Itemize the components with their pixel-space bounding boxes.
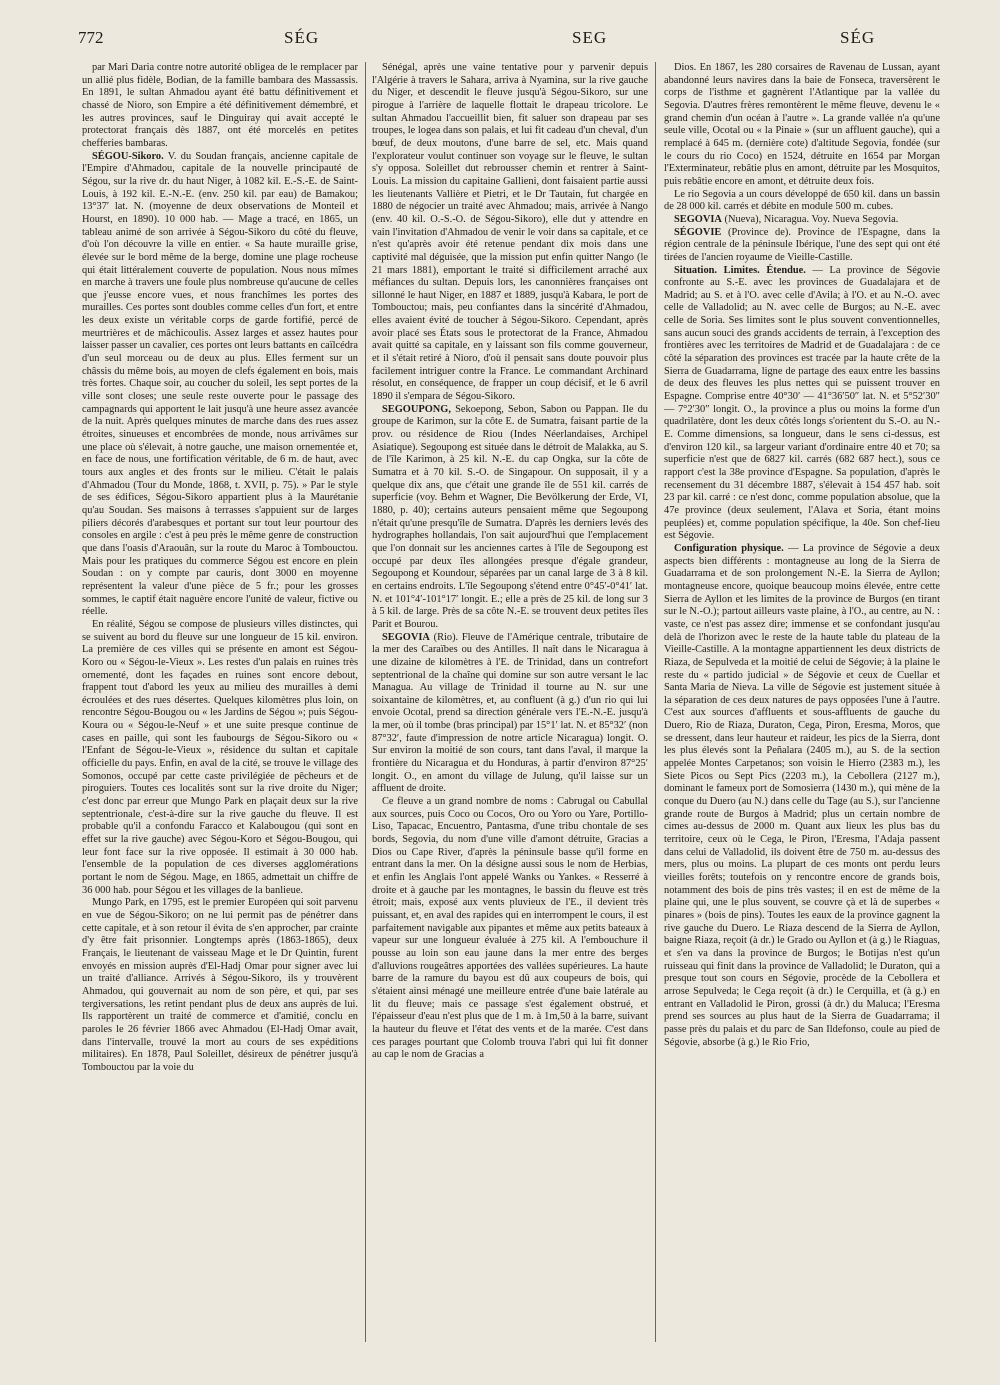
article-paragraph: [664, 189, 940, 214]
paragraph-text: — La province de Ségovie confronte au S.-E. avec les provinces de Guadalajara et de Madrid; au S. et à l'O. avec celle d'Avila; à l'O. et au N.-O. avec celle de Valladolid; au N. avec celle de Burgos; au N.-E. avec celle de Soria. Ses limites sont le plus souvent conventionnelles, sans aucun souci des grands accidents de terrain, à l'exception des frontières avec les territoires de Madrid et de Guadalajara : de ce côté la séparation des provinces est tracée par la haute crête de la Sierra de Guadarrama, ligne de partage des eaux entre les bassins de deux des fleuves les plus nettes qui se puissent trouver en Espagne. Comprise entre 40°30′ — 41°36′50″ lat. N. et 5°52′30″ — 7°2′30″ longit. O., la province a plus ou moins la forme d'un quadrilatère, dont les deux côtés longs s'orientent du S.-O. au N.-E. Comme dimensions, sa longueur, dans le sens ci-dessus, est d'environ 120 kil., sa largeur variant d'ordinaire entre 40 et 70; sa superficie n'est que de 6827 kil. carrés (682 687 hect.), sous ce rapport c'est la 38e province d'Espagne. Sa population, d'après le recensement du 31 décembre 1887, s'élevait à 154 457 hab. soit 23 par kil. carré : ce n'est donc, comme population absolue, que la 47e province (deux seulement, l'Alava et Soria, étant moins peuplées) et, comme population spécifique, la 40e. Son chef-lieu est Ségovie.: [664, 264, 940, 542]
entry-headword: Situation. Limites. Étendue.: [674, 264, 806, 276]
paragraph-text: V. du Soudan français, ancienne capitale de l'Empire d'Ahmadou, capitale de la nouvelle principauté de Ségou, sur la rive dr. du haut Niger, à 1082 kil. E.-S.-E. de Saint-Louis, à 192 kil. E.-N.-E. (env. 250 kil. par eau) de Bamakou; 13°37′ lat. N. (moyenne de deux observations de Monteil et Hourst, en 1890). 10 000 hab. — Mage a tracé, en 1865, un tableau animé de son arrivée à Ségou-Sikoro du côté du fleuve, d'où l'on découvre la ville en entier. « Sa haute muraille grise, élevée sur le bord même de la berge, domine une plage rocheuse qui était littéralement couverte de population. Nous nous mîmes en marche à travers une foule plus nombreuse qu'aucune de celles que j'eusse encore vues, et nous franchîmes les portes des murailles. Ces portes sont doubles comme celles d'un fort, et entre les deux existe un véritable corps de garde fortifié, percé de meurtrières et de mâchicoulis. Assez larges et assez hautes pour laisser passer un cavalier, ces portes ont leurs battants en caïlcédra d'un seul morceau ou de deux au plus. Elles ferment sur un châssis du même bois, au moyen de clefs également en bois, mais très fortes. Chaque soir, au coucher du soleil, les sept portes de la ville sont closes; une seule reste ouverte pour le passage des campagnards qui apportent le lait jusqu'à une heure assez avancée de la nuit. Après quelques minutes de marche dans des rues assez étroites, sinueuses et encombrées de monde, nous arrivâmes sur une place où s'élevait, à notre gauche, une maison ornementée et, en face de nous, une fortification véritable, de 6 m. de haut, avec tours aux angles et des fronts sur le milieu. C'était le palais d'Ahmadou (Tour du Monde, 1868, t. XVII, p. 75). » Par le style de ses édifices, Ségou-Sikoro appartient plus à la Maurétanie qu'au Soudan. Ses maisons à terrasses s'appuient sur de larges piliers décorés d'arabesques et portant sur tout leur pourtour des consoles en argile : c'est à peu près le même genre de construction que dans l'oasis d'Araouân, sur la route du Maroc à Tombouctou. Mais pour les pratiques du commerce Ségou est encore en plein Soudan : on y compte par cauris, dont 3000 en moyenne représentent la valeur d'une pièce de 5 fr.; pour les grosses sommes, le captif était naguère encore l'unité de valeur, fictive ou réelle.: [82, 150, 358, 618]
paragraph-text: En réalité, Ségou se compose de plusieurs villes distinctes, qui se suivent au bord du fleuve sur une longueur de 15 kil. environ. La première de ces villes qui se présente en amont est Ségou-Koro ou « Ségou-le-Vieux ». Les restes d'un palais en ruines très ornementé, dont les façades en ruines sont encore debout, frappent tout d'abord les yeux au milieu des murailles à demi écroulées et des rues désertes. Quelques kilomètres plus loin, on rencontre Ségou-Bougou ou « les Jardins de Ségou »; puis Ségou-Koura ou « Ségou-le-Neuf » et une suite presque continue de cases en paille, qui sont les faubourgs de Ségou-Sikoro ou « l'Enfant de Ségou-le-Vieux », résidence du sultan et capitale officielle du pays. Enfin, en aval de la cité, se trouve le village des Somonos, occupé par cette caste privilégiée de pêcheurs et de piroguiers. Toutes ces localités sont sur la rive droite du Niger; c'est donc par erreur que Mungo Park en plaçait deux sur la rive septentrionale, c'est-à-dire sur la rive gauche du fleuve. Il est probable qu'il a confondu Faracco et Kalabougou (qui sont en effet sur la rive gauche) avec Ségou-Koro et Ségou-Bougou, qui leur font face sur la rive opposée. Il estimait à 30 000 hab. l'ensemble de la population de ces diverses agglomérations portant le nom de Ségou. Mage, en 1865, admettait un chiffre de 36 000 hab. pour Ségou et les villages de la banlieue.: [82, 618, 358, 896]
column-divider: [655, 62, 656, 1342]
article-paragraph: [664, 227, 940, 265]
paragraph-text: (Rio). Fleuve de l'Amérique centrale, tributaire de la mer des Caraïbes ou des Antilles. Il naît dans le Nicaragua à une dizaine de kilomètres à l'E. de Trinidad, dans un contrefort septentrional de la chaîne qui domine sur son autre versant le lac Managua. Au village de Trinidad il tourne au N. sur une soixantaine de kilomètres, et, au confluent (à g.) d'un rio qui lui envoie Ocotal, prend sa direction générale vers l'E.-N.-E. jusqu'à la mer, où il tombe (bras principal) par 15°1′ lat. N. et 85°32′ (non 87°32′, faute d'impression de notre article Nicaragua) longit. O. Sur environ la moitié de son cours, tant dans l'aval, il marque la frontière du Nicaragua et du Honduras, à partir d'environ 87°25′ longit. O., en amont du village de Julung, qu'il laisse sur un affluent de droite.: [372, 631, 648, 795]
running-head-left: SÉG: [284, 28, 320, 47]
article-paragraph: [664, 543, 940, 1049]
paragraph-text: Ce fleuve a un grand nombre de noms : Cabrugal ou Cabullal aux sources, puis Coco ou Cocos, Oro ou Yoro ou Yare, Portillo-Liso, Tapacac, Encuentro, Pantasma, d'une tribu chontale de ses bords, Segovia, du nom d'une ville d'amont détruite, Gracias a Dios ou Cape River, d'après la péninsule basse qu'il forme en entrant dans la mer. On la désigne aussi sous le nom de Herbias, et enfin les Anglais l'ont appelé Wanks ou Yankes. « Resserré à droite et à gauche par les montagnes, le bassin du fleuve est très étroit; mais, exposé aux vents pluvieux de l'E., il devient très puissant, et, en aval des rapides qui en interrompent le cours, il est parfaitement navigable aux pipantes et même aux petits bateaux à vapeur sur une longueur évaluée à 275 kil. A l'embouchure il pousse au loin son eau jaune dans la mer entre des berges d'alluvions rougeâtres apportées des vallées supérieures. La haute barre de la ramure du bayou est dû aux coupeurs de bois, qui s'étaient ainsi ménagé une meilleure entrée d'une baie latérale au lit du fleuve; mais ce passage s'est également obstrué, et l'épaisseur d'eau n'est plus que de 1 m. à 1m,50 à la barre, suivant la hauteur du fleuve et l'état des vents et de la marée. C'est dans ces parages pourtant que Colomb trouva l'abri qui lui fit donner au cap le nom de Gracias a: [372, 796, 648, 1061]
article-paragraph: [372, 796, 648, 1062]
running-head-center: SEG: [572, 28, 608, 47]
paragraph-text: Mungo Park, en 1795, est le premier Européen qui soit parvenu en vue de Ségou-Sikoro; on ne lui permit pas de pénétrer dans cette capitale, et à son retour il évita de s'en approcher, par crainte d'y être fait prisonnier. Longtemps après (1863-1865), deux Français, le lieutenant de vaisseau Mage et le Dr Quintin, furent envoyés en mission auprès d'El-Hadj Omar pour signer avec lui un traité d'alliance. Arrivés à Ségou-Sikoro, ils y trouvèrent Ahmadou, qui gouvernait au nom de son père, et qui, par ses tergiversations, les retint pendant plus de deux ans auprès de lui. Ils rapportèrent un traité de commerce et d'amitié, conclu en paroles le 26 février 1866 avec Ahmadou (El-Hadj Omar avait, dans l'intervalle, trouvé la mort au cours de ses expéditions militaires). En 1878, Paul Soleillet, désireux de pénétrer jusqu'à Tombouctou par la voie du: [82, 897, 358, 1073]
article-paragraph: [372, 632, 648, 797]
article-paragraph: [82, 619, 358, 897]
entry-headword: SEGOUPONG,: [382, 403, 451, 415]
page-number: 772: [78, 28, 104, 47]
article-paragraph: [82, 897, 358, 1074]
paragraph-text: Sénégal, après une vaine tentative pour y parvenir depuis l'Algérie à travers le Sahara, arriva à Nyamina, sur la rive gauche du Niger, et descendit le fleuve jusqu'à Ségou-Sikoro, sur une pirogue à l'arrière de laquelle flottait le drapeau tricolore. Le sultan Ahmadou l'accueillit bien, fit saluer son drapeau par ses troupes, le logea dans son palais, et lui fit cadeau d'un cheval, d'un bœuf, de deux moutons, d'une barre de sel, etc. Mais quand l'explorateur voulut continuer son voyage sur le fleuve, le sultan s'y opposa. Soleillet dut rebrousser chemin et rentrer à Saint-Louis. La mission du capitaine Gallieni, dont faisaient partie aussi les lieutenants Vallière et Pietri, et le Dr Tautain, fut chargée en 1880 de négocier un traité avec Ahmadou; mais, arrivée à Nango (env. 40 kil. O.-S.-O. de Ségou-Sikoro), elle dut y attendre en vain l'invitation d'Ahmadou de venir le voir dans sa capitale, et ce n'est qu'après avoir été retenue pendant dix mois dans une captivité mal déguisée, que la mission put enfin quitter Nango (le 21 mars 1881), emportant le traité si difficilement arraché aux méfiances du sultan. Depuis lors, les canonnières françaises ont sillonné le haut Niger, en 1887 et 1889, jusqu'à Kabara, le port de Tombouctou; mais, peu confiantes dans la sincérité d'Ahmadou, elles avaient évité de toucher à Ségou-Sikoro. Cependant, après avoir placé ses États sous le protectorat de la France, Ahmadou avait quitté sa capitale, en y laissant son fils comme gouverneur, et il s'était retiré à Nioro, d'où il pensait sans doute pouvoir plus facilement intriguer contre la France. Le commandant Archinard résolut, en conséquence, de frapper un coup décisif, et le 6 avril 1890 il s'empara de Ségou-Sikoro.: [372, 62, 648, 403]
running-header: [78, 28, 948, 58]
paragraph-text: par Mari Daria contre notre autorité obligea de le remplacer par un allié plus fidèle, Bodian, de la famille bambara des Massassis. En 1891, le sultan Ahmadou ayant été battu définitivement et chassé de Nioro, son Empire a été définitivement démembré, et les autres provinces, sauf le Dinguiray qui avait accepté le protectorat français dès 1887, ont été morcelés en petites chefferies bambaras.: [82, 62, 358, 149]
text-column-3: [664, 62, 940, 1372]
article-paragraph: [82, 62, 358, 151]
paragraph-text: Sekoepong, Sebon, Sabon ou Pappan. Ile du groupe de Karimon, sur la côte E. de Sumatra, faisant partie de la prov. ou résidence de Riou (Indes Néerlandaises, Archipel Asiatique). Segoupong est située dans le détroit de Malakka, au S. de l'île Karimon, à 25 kil. N.-E. du cap Ongka, sur la côte de Sumatra et à 70 kil. S.-O. de Singapour. On supposait, il y a quelque dix ans, que c'était une grande île de 551 kil. carrés de superficie (voy. Behm et Wagner, Die Bevölkerung der Erde, VI, 1880, p. 40); certains auteurs pensaient même que Segoupong n'était qu'une presqu'île de Sumatra. D'après les derniers levés des hydrographes hollandais, l'on sait aujourd'hui que l'emplacement que l'on donnait sur les anciennes cartes à l'île de Segoupong est occupé par deux îles allongées presque d'égale grandeur, Segoupong et Koundour, séparées par un canal large de 3 à 8 kil. en certains endroits. L'île Segoupong s'étend entre 0°45′-0°41′ lat. N. et 101°4′-101°17′ longit. E.; elle a près de 25 kil. de long sur 3 à 5 kil. de large. Près de sa côte N.-E. se trouvent deux petites îles Parit et Bourou.: [372, 403, 648, 630]
text-column-1: [82, 62, 358, 1372]
paragraph-text: Le rio Segovia a un cours développé de 650 kil. dans un bassin de 28 000 kil. carrés et débite en module 500 m. cubes.: [664, 188, 940, 213]
paragraph-text: (Nueva), Nicaragua. Voy. Nueva Segovia.: [721, 213, 899, 225]
article-paragraph: [664, 214, 940, 227]
entry-headword: SÉGOU-Sikoro.: [92, 150, 164, 162]
article-paragraph: [664, 265, 940, 543]
article-paragraph: [664, 62, 940, 189]
column-divider: [365, 62, 366, 1342]
paragraph-text: (Province de). Province de l'Espagne, dans la région centrale de la péninsule Ibérique, l'une des sept qui ont été tirées de l'ancien royaume de Vieille-Castille.: [664, 226, 940, 263]
entry-headword: Configuration physique.: [674, 542, 784, 554]
running-head-right: SÉG: [840, 28, 876, 47]
article-paragraph: [372, 62, 648, 404]
entry-headword: SÉGOVIE: [674, 226, 722, 238]
paragraph-text: — La province de Ségovie a deux aspects bien différents : montagneuse au long de la Sierra de Guadarrama et de son prolongement N.-E. la Sierra de Ayllon; montagneuse encore, quoique beaucoup moins élevée, entre cette Sierra de Ayllon et les limites de la province de Burgos (en tirant sur le N.-O.); partout ailleurs vaste plaine, à l'O., au centre, au N. : vaste, ce n'est pas assez dire; immense et se confondant jusqu'au delà de l'horizon avec le reste de la haute table du plateau de la Vieille-Castille. A la montagne appartiennent les deux districts de Riaza, de Sepulveda et la moitié de celui de Ségovie; à la plaine le reste du « partido judicial » de Ségovie et ceux de Cuellar et Santa Maria de Nieva. La ville de Ségovie est justement située à la séparation de ces deux natures de pays opposées l'une à l'autre. C'est aux sources d'affluents et sous-affluents de gauche du Duero, Rio de Riaza, Duraton, Cega, Piron, Eresma, Moros, que se dressent, dans leur hauteur et raideur, les pics de la Sierra, dont les plus élevés sont la Peñalara (2405 m.), au S. de la section appelée Montes Carpetanos; son voisin le Hierro (2383 m.), les Siete Picos ou Sept Pics (2203 m.), la Cebollera (2127 m.), dominant le fameux port de Somosierra (1430 m.), qui mène de la conque du Duero (au N.) dans celle du Tage (au S.), sur l'ancienne grande route de Burgos à Madrid; plus un certain nombre de cimes au-dessus de 2000 m. Quant aux lieux les plus bas du territoire, ceux où le Cega, le Piron, l'Eresma, l'Adaja passent dans celui de Valladolid, ils doivent être de 750 m. au-dessus des mers, plus ou moins. La plupart de ces monts ont perdu leurs vieilles forêts; toutefois on y rencontre encore de grands bois, notamment des bois de pins très vastes; il en est de même de la plaine qui, une le plus souvent, se couvre çà et là de superbes « pinares » (bois de pins). Toutes les eaux de la province gagnent la rive gauche du Duero. Le Riaza descend de la Sierra de Ayllon, baigne Riaza, reçoit (à dr.) le Grado ou Ayllon et (à g.) le Riaguas, et s'en va dans la province de Burgos; le Botijas n'est qu'un ruisseau qui finit dans la province de Valladolid; le Duraton, qui a presque tout son cours en Ségovie, procède de la Cebollera et arrose Sepulveda; le Cega reçoit (à dr.) le Cerquilla, et (à g.) en entrant en Valladolid le Piron, grossi (à dr.) du Maluca; l'Eresma prend ses sources au plus haut de la Sierra de Guadarrama; il passe près du palais et du parc de San Ildefonso, coule au pied de Ségovie, absorbe (à g.) le Rio Frio,: [664, 542, 940, 1048]
text-column-2: [372, 62, 648, 1372]
entry-headword: SEGOVIA: [674, 213, 722, 225]
entry-headword: SEGOVIA: [382, 631, 430, 643]
article-paragraph: [82, 151, 358, 619]
paragraph-text: Dios. En 1867, les 280 corsaires de Ravenau de Lussan, ayant abandonné leurs navires dans la baie de Fonseca, traversèrent le corps de l'isthme et gagnèrent l'Atlantique par la vallée du Segovia. D'autres frères remontèrent le même fleuve, devenu le « grand chemin d'un océan à l'autre ». La grande vallée n'a qu'une seule ville, Ocotal ou « la Pinaie » (sur un affluent gauche), qui a remplacé à 645 m. (dernière cote) d'altitude Segovia, fondée (sur le cours du rio Coco) en 1524, détruite en 1654 par Morgan l'Exterminateur, rebâtie plus en amont, détruite par les Mosquitos, puis rebâtie encore en amont, et détruite deux fois.: [664, 62, 940, 187]
article-paragraph: [372, 404, 648, 632]
